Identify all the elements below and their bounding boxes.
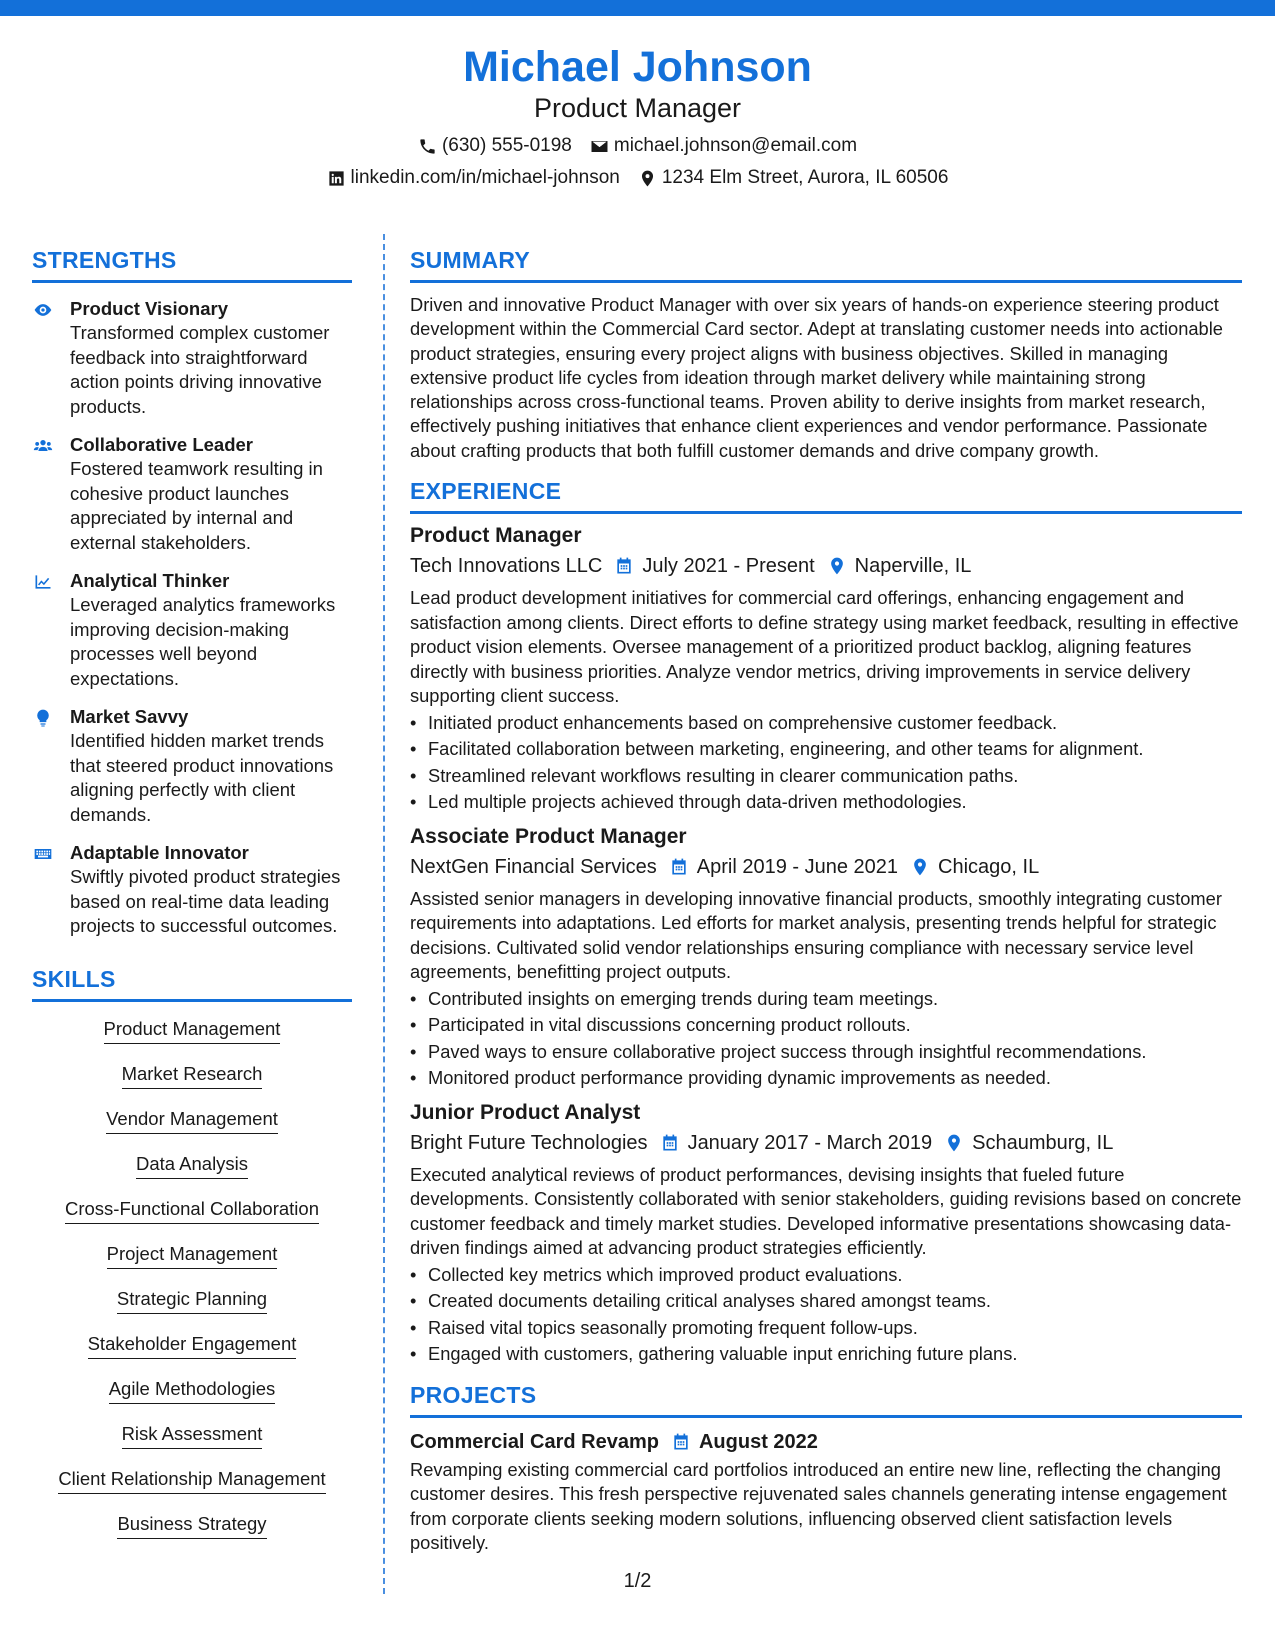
project-description: Revamping existing commercial card portfolios introduced an entire new line, reflecting the changing customer desires. This fresh perspective rejuvenated sales channels generating intense engagement from corporate clients seeking modern solutions, influencing observed client satisfaction levels positively. (410, 1458, 1227, 1554)
phone-icon (418, 137, 437, 156)
job-description: Executed analytical reviews of product performances, devising insights that fueled future developments. Consistently collaborated with senior stakeholders, guiding revisions based on concrete customer feedback and timely market studies. Developed informative presentations showcasing data-driven findings aimed at advancing product strategies efficiently. (410, 1163, 1242, 1259)
job-dates: July 2021 - Present (642, 555, 815, 578)
skill-tag: Strategic Planning (117, 1286, 267, 1314)
bullet-item: • Created documents detailing critical analyses shared amongst teams. (410, 1289, 1242, 1314)
envelope-icon (590, 137, 609, 156)
calendar-icon (660, 1133, 680, 1153)
eye-icon (32, 300, 54, 320)
skills-list (32, 1016, 352, 1556)
strength-item (32, 569, 352, 691)
map-pin-icon (910, 857, 930, 877)
skill-tag: Product Management (104, 1016, 281, 1044)
job-bullets (410, 711, 1242, 815)
bullet-item: • Raised vital topics seasonally promoting frequent follow-ups. (410, 1316, 1242, 1341)
email-text: michael.johnson@email.com (613, 135, 858, 156)
keyboard-icon (32, 844, 54, 864)
strength-item (32, 433, 352, 555)
job-meta (410, 552, 1242, 580)
skills-heading: SKILLS (32, 965, 352, 1002)
summary-heading: SUMMARY (410, 246, 1242, 283)
job-description: Lead product development initiatives for commercial card offerings, enhancing engagement and satisfaction among clients. Direct efforts to define strategy using market feedback, resulting in effective product vision elements. Oversee management of a prioritized product backlog, aligning features directly with business priorities. Analyze vendor metrics, driving improvements in service delivery supporting client success. (410, 587, 1239, 707)
bullet-item: • Collected key metrics which improved product evaluations. (410, 1263, 1242, 1288)
job-company: NextGen Financial Services (410, 855, 657, 878)
strength-title: Product Visionary (70, 298, 228, 319)
job-location: Chicago, IL (938, 855, 1040, 878)
job-entry (410, 1099, 1242, 1367)
skill-tag: Business Strategy (117, 1511, 266, 1539)
skill-tag: Data Analysis (136, 1151, 248, 1179)
linkedin-contact[interactable] (327, 166, 620, 190)
strength-item (32, 297, 352, 419)
job-title: Product Manager (410, 524, 582, 548)
project-header (410, 1428, 1242, 1456)
page-number: 1/2 (623, 1570, 652, 1592)
contact-row-2 (0, 166, 1275, 190)
left-column (32, 246, 352, 1556)
bullet-item: • Paved ways to ensure collaborative project success through insightful recommendations. (410, 1040, 1242, 1065)
bullet-item: • Engaged with customers, gathering valuable input enriching future plans. (410, 1342, 1242, 1367)
skill-tag: Risk Assessment (122, 1421, 263, 1449)
job-entry (410, 522, 1242, 815)
job-meta (410, 1129, 1242, 1157)
skill-tag: Agile Methodologies (109, 1376, 276, 1404)
job-bullets (410, 1263, 1242, 1367)
bullet-item: • Monitored product performance providing dynamic improvements as needed. (410, 1066, 1242, 1091)
summary-text: Driven and innovative Product Manager with over six years of hands-on experience steering product development within the Commercial Card sector. Adept at translating customer needs into actionable product strategies, ensuring every project aligns with business objectives. Skilled in managing extensive product life cycles from ideation through market delivery while maintaining strong relationships across cross-functional teams. Proven ability to derive insights from market research, effectively pushing initiatives that enhance client experiences and vendor performance. Passionate about crafting products that both fulfill customer demands and drive company growth. (410, 294, 1223, 461)
skill-tag: Market Research (122, 1061, 263, 1089)
project-date: August 2022 (698, 1430, 818, 1453)
strengths-heading: STRENGTHS (32, 246, 352, 283)
strength-desc: Swiftly pivoted product strategies based on real-time data leading projects to successful outcomes. (70, 866, 341, 936)
strength-title: Market Savvy (70, 706, 189, 727)
map-pin-icon (638, 169, 657, 188)
address-contact (638, 166, 949, 190)
projects-heading: PROJECTS (410, 1381, 1242, 1418)
bullet-item: • Contributed insights on emerging trends during team meetings. (410, 987, 1242, 1012)
experience-heading: EXPERIENCE (410, 477, 1242, 514)
skill-tag: Project Management (107, 1241, 278, 1269)
chart-line-icon (32, 572, 54, 592)
bullet-item: • Participated in vital discussions concerning product rollouts. (410, 1013, 1242, 1038)
job-company: Tech Innovations LLC (410, 555, 603, 578)
skill-tag: Cross-Functional Collaboration (65, 1196, 319, 1224)
bullet-item: • Led multiple projects achieved through data-driven methodologies. (410, 790, 1242, 815)
job-location: Schaumburg, IL (972, 1131, 1114, 1154)
strength-desc: Identified hidden market trends that steered product innovations aligning perfectly with client demands. (70, 730, 334, 825)
strength-title: Analytical Thinker (70, 570, 230, 591)
job-company: Bright Future Technologies (410, 1131, 648, 1154)
skill-tag: Client Relationship Management (58, 1466, 325, 1494)
right-column (410, 246, 1242, 1556)
strength-desc: Transformed complex customer feedback into straightforward action points driving innovative products. (70, 322, 330, 417)
job-meta (410, 853, 1242, 881)
strength-desc: Leveraged analytics frameworks improving decision-making processes well beyond expectations. (70, 594, 336, 689)
bullet-item: • Initiated product enhancements based on comprehensive customer feedback. (410, 711, 1242, 736)
strength-desc: Fostered teamwork resulting in cohesive product launches appreciated by internal and external stakeholders. (70, 458, 323, 553)
project-title: Commercial Card Revamp (410, 1430, 659, 1453)
job-dates: January 2017 - March 2019 (687, 1131, 933, 1154)
bullet-item: • Streamlined relevant workflows resulting in clearer communication paths. (410, 764, 1242, 789)
map-pin-icon (827, 556, 847, 576)
phone-contact[interactable] (418, 134, 572, 158)
lightbulb-icon (32, 708, 54, 728)
bullet-item: • Facilitated collaboration between marketing, engineering, and other teams for alignment. (410, 737, 1242, 762)
skill-tag: Vendor Management (106, 1106, 278, 1134)
job-bullets (410, 987, 1242, 1091)
users-icon (32, 436, 54, 456)
job-location: Naperville, IL (854, 555, 972, 578)
column-divider (383, 234, 385, 1594)
linkedin-text: linkedin.com/in/michael-johnson (350, 167, 620, 188)
calendar-icon (614, 556, 634, 576)
candidate-role: Product Manager (533, 93, 742, 123)
strength-title: Collaborative Leader (70, 434, 254, 455)
job-title: Junior Product Analyst (410, 1100, 641, 1124)
linkedin-icon (327, 169, 346, 188)
map-pin-icon (944, 1133, 964, 1153)
job-entry (410, 823, 1242, 1091)
candidate-name: Michael Johnson (463, 43, 812, 91)
calendar-icon (669, 857, 689, 877)
address-text: 1234 Elm Street, Aurora, IL 60506 (661, 167, 949, 188)
top-accent-bar (0, 0, 1275, 16)
strength-item (32, 705, 352, 827)
strength-item (32, 841, 352, 939)
resume-header (0, 40, 1275, 190)
phone-text: (630) 555-0198 (441, 135, 572, 156)
job-dates: April 2019 - June 2021 (696, 855, 899, 878)
email-contact[interactable] (590, 134, 857, 158)
job-title: Associate Product Manager (410, 824, 687, 848)
strength-title: Adaptable Innovator (70, 842, 249, 863)
calendar-icon (671, 1432, 691, 1452)
contact-row-1 (0, 134, 1275, 158)
skill-tag: Stakeholder Engagement (88, 1331, 297, 1359)
job-description: Assisted senior managers in developing innovative financial products, smoothly integrating customer requirements into adaptations. Led efforts for market analysis, presenting trends helpful for strategic decisions. Cultivated solid vendor relationships ensuring compliance with necessary service level agreements, benefitting project outputs. (410, 887, 1222, 983)
